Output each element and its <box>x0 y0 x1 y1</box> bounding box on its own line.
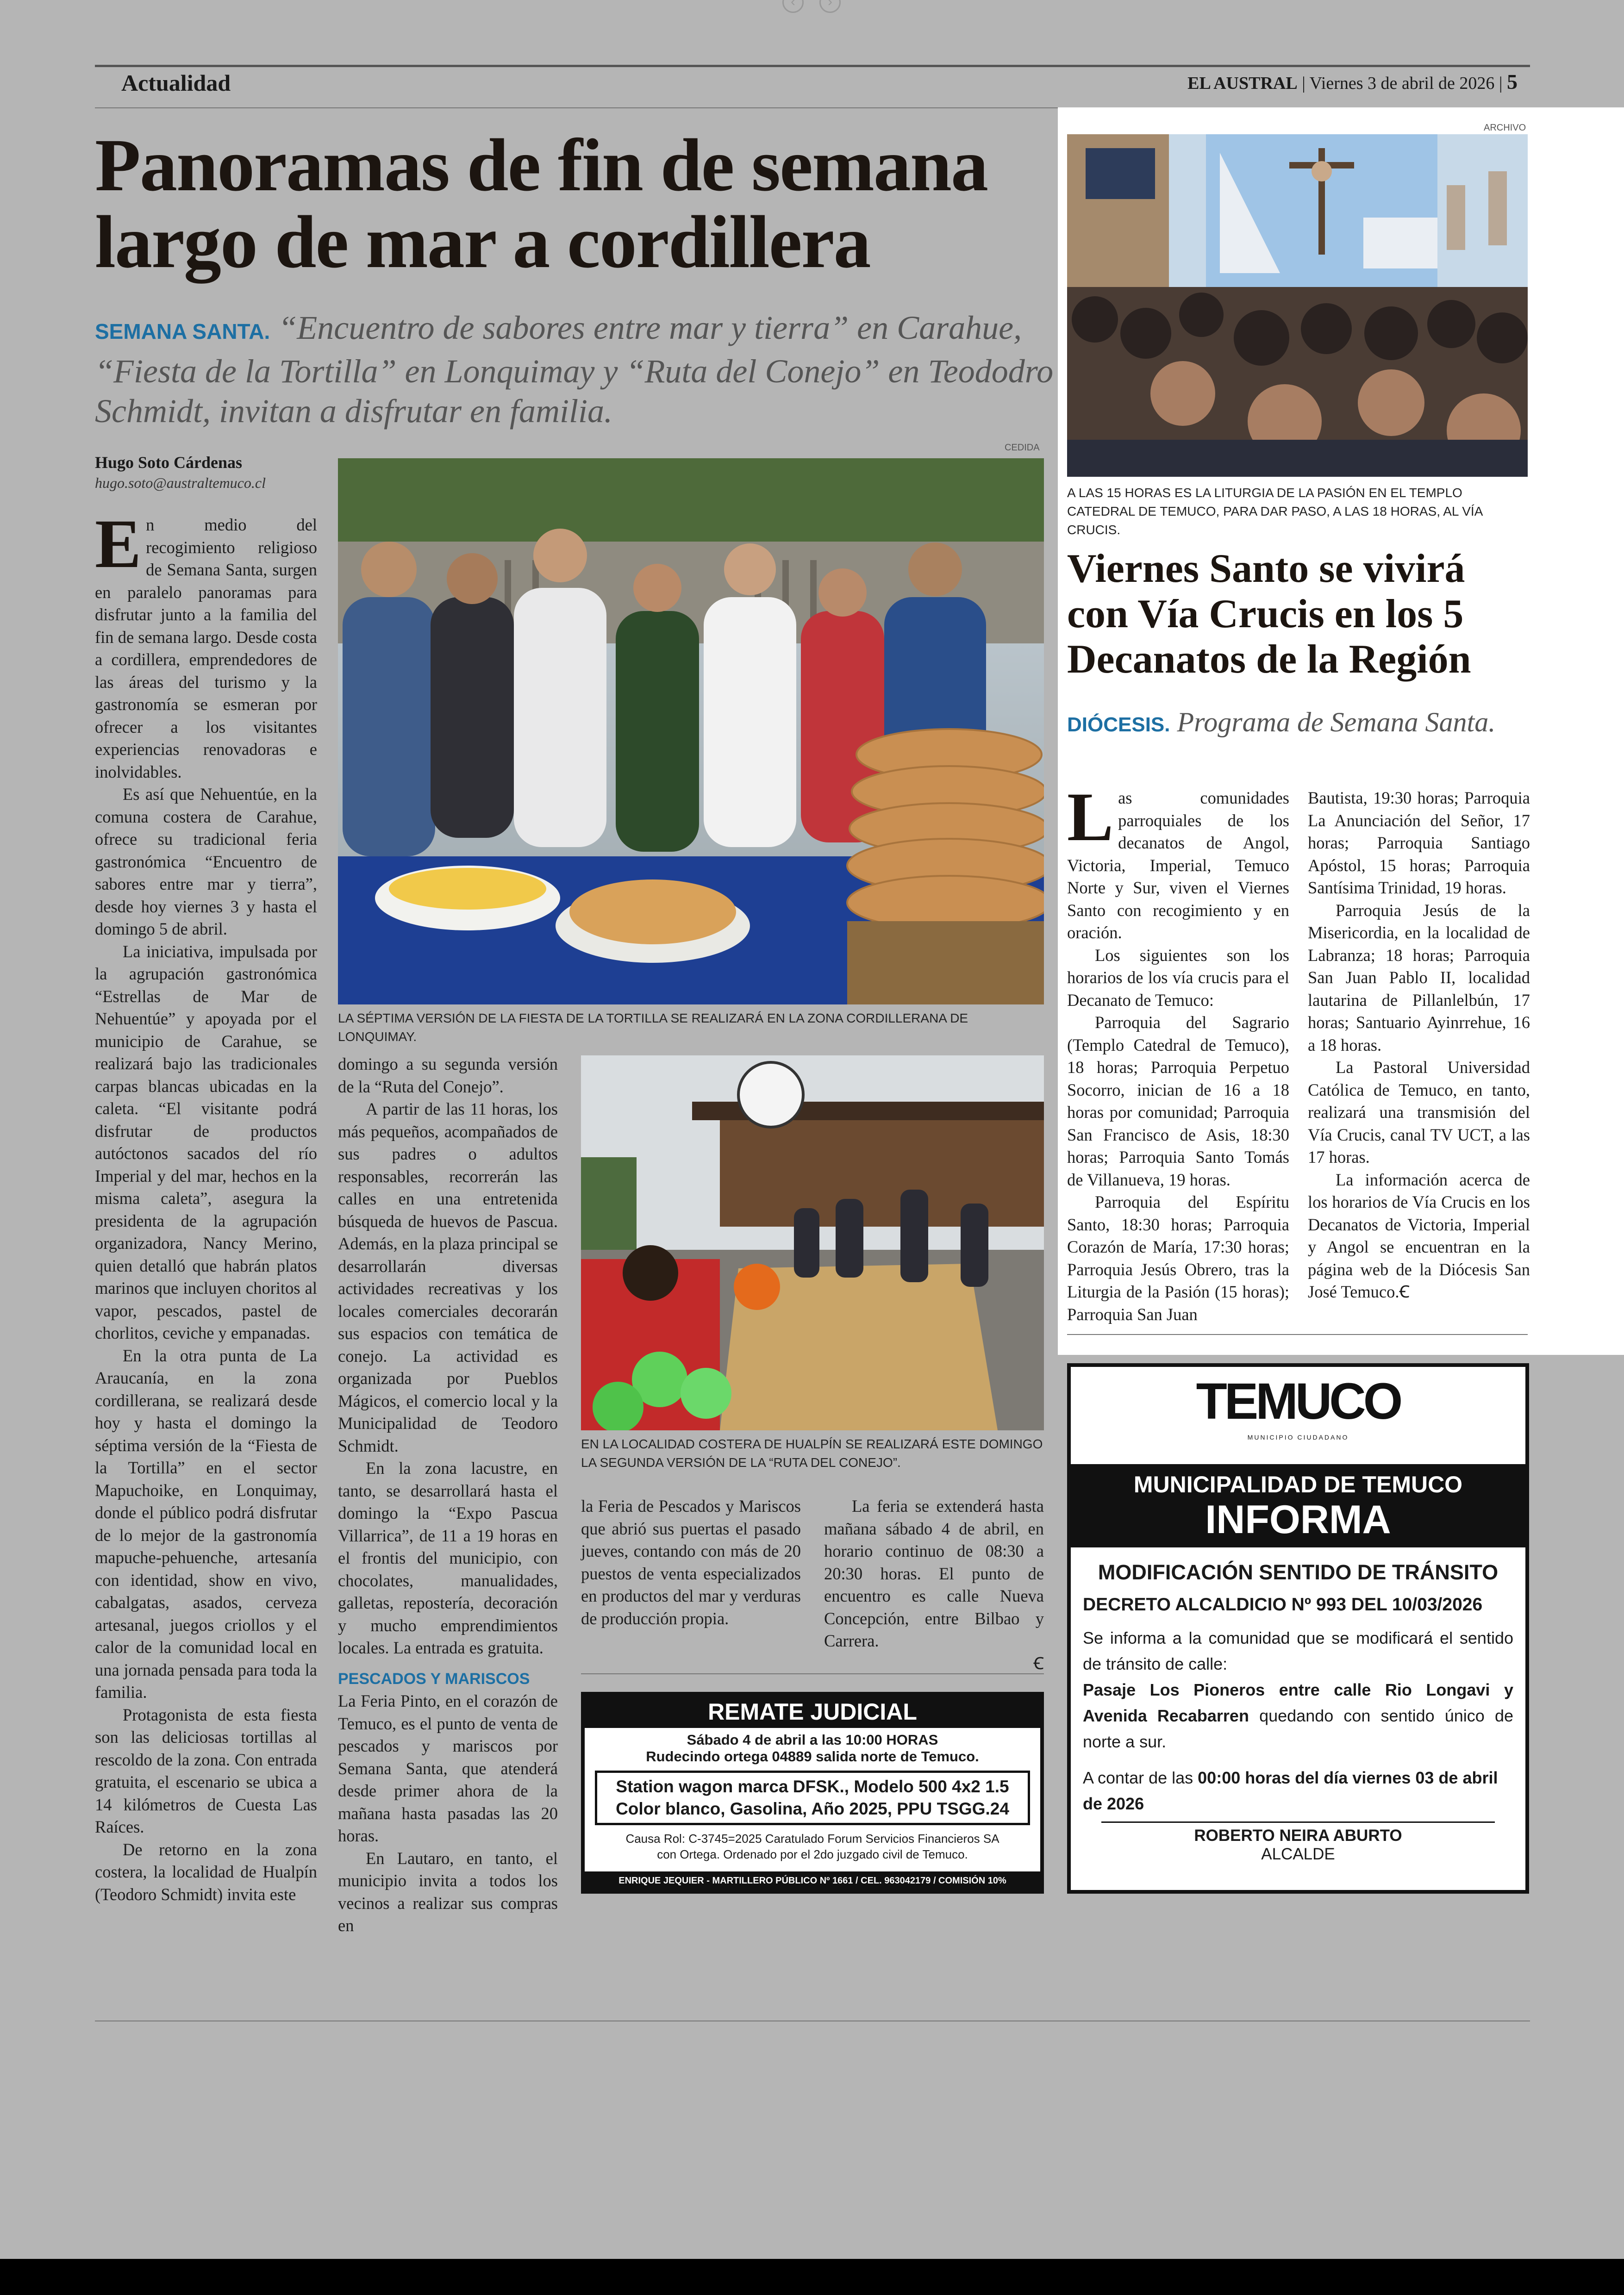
main-paragraph: A partir de las 11 horas, los más pequeños, acompañados de sus padres o adultos responsables, recorrerán las calles en una entretenida búsqueda de huevos de Pascua. Además, en la plaza principal se desarrollarán diversas actividades recreativas y los locales comerciales decorarán sus espacios con temática de conejo. La actividad es organizada por Pueblos Mágicos, el comercio local y la Municipalidad de Teodoro Schmidt. <box>338 1099 558 1455</box>
side-paragraph: Los siguientes son los horarios de los vía crucis para el Decanato de Temuco: <box>1067 945 1289 1010</box>
side-kicker: DIÓCESIS. <box>1067 713 1170 736</box>
main-column-3 <box>581 1495 801 1630</box>
main-column-4 <box>824 1495 1044 1675</box>
header-bottom-rule <box>95 107 1058 108</box>
side-paragraph: as comunidades parroquiales de los decanatos de Angol, Victoria, Imperial, Temuco Norte y Sur, viven el Viernes Santo con recogimiento y en oración. <box>1067 788 1289 942</box>
main-dropcap: E <box>95 505 142 582</box>
ad-street-note: quedando con sentido único de norte a sur. <box>1083 1706 1513 1751</box>
tortilla-festival-photo <box>338 458 1044 1004</box>
subhead: PESCADOS Y MARISCOS <box>338 1670 530 1688</box>
side-deck <box>1067 706 1528 741</box>
chevron-left-icon[interactable]: ‹ <box>782 0 804 13</box>
main-paragraph: Protagonista de esta fiesta son las deliciosas tortillas al rescoldo de la zona. Con entrada gratuita, el escenario se ubica a 14 kilómetros de Cuesta Las Raíces. <box>95 1705 317 1836</box>
ruta-del-conejo-photo <box>581 1055 1044 1430</box>
main-paragraph: En la otra punta de La Araucanía, en la zona cordillerana, se realizará desde hoy y hasta el domingo la séptima versión de la “Fiesta de la Tortilla” en el sector Mapuchoike, en Lonquimay, donde el público podrá disfrutar de lo mejor de la gastronomía mapuche-pehuenche, artesanía con identidad, show en vivo, cabalgatas, asados, cerveza artesanal, juegos criollos y el calor de la comunidad local en una jornada pensada para toda la familia. <box>95 1346 317 1702</box>
side-column-1 <box>1067 779 1289 1326</box>
folio <box>1187 69 1518 94</box>
ad-street: Pasaje Los Pioneros entre calle Rio Longavi y Avenida Recabarren <box>1083 1680 1513 1725</box>
side-paragraph: Parroquia del Espíritu Santo, 18:30 horas; Parroquia Corazón de María, 17:30 horas; Parroquia Jesús Obrero, tras la Liturgia de la Pasión (15 horas); Parroquia San Juan <box>1067 1192 1289 1324</box>
ad-banner <box>1071 1464 1525 1547</box>
viewer-bottom-bar <box>0 2259 1624 2295</box>
side-lead-paragraph <box>1067 779 1289 944</box>
remate-item-line: Station wagon marca DFSK., Modelo 500 4x2 1.5 <box>616 1777 1009 1796</box>
main-headline <box>95 124 1076 284</box>
remate-title: REMATE JUDICIAL <box>585 1696 1040 1728</box>
ad-from-date: 00:00 horas del día viernes 03 de abril de 2026 <box>1083 1768 1498 1813</box>
remate-judicial-ad <box>581 1692 1044 1894</box>
main-paragraph: La feria se extenderá hasta mañana sábado 4 de abril, en horario continuo de 08:30 a 20:30 horas. El punto de encuentro es calle Nueva Concepción, entre Bilbao y Carrera. <box>824 1497 1044 1650</box>
cathedral-photo-art <box>1067 134 1528 477</box>
remate-cause-line: Causa Rol: C-3745=2025 Caratulado Forum Servicios Financieros SA <box>625 1832 999 1846</box>
author-email: hugo.soto@australtemuco.cl <box>95 474 266 491</box>
side-paragraph: Parroquia del Sagrario (Templo Catedral de Temuco), 18 horas; Parroquia Perpetuo Socorro, inician de 16 a 18 horas por comunidad; Parroquia San Francisco de Asis, 18:30 horas; Parroquia Santo Tomás de Villanueva, 19 horas. <box>1067 1013 1289 1189</box>
side-paragraph <box>1308 1169 1530 1303</box>
remate-cause-line: con Ortega. Ordenado por el 2do juzgado civil de Temuco. <box>657 1847 968 1861</box>
photo2-caption: EN LA LOCALIDAD COSTERA DE HUALPÍN SE REALIZARÁ ESTE DOMINGO LA SEGUNDA VERSIÓN DE LA “RUTA DEL CONEJO”. <box>581 1437 1043 1470</box>
section-label: Actualidad <box>121 70 231 96</box>
issue-date: | Viernes 3 de abril de 2026 | <box>1302 74 1503 93</box>
chevron-right-icon[interactable]: › <box>819 0 841 13</box>
side-paragraph-text: La información acerca de los horarios de Vía Crucis en los Decanatos de Victoria, Imperial y Angol se encuentran en la página web de la Diócesis San José Temuco. <box>1308 1170 1530 1301</box>
remate-date: Sábado 4 de abril a las 10:00 HORAS <box>687 1732 938 1748</box>
end-mark-icon: Ꞓ <box>1033 1653 1044 1673</box>
headline-line-2: largo de mar a cordillera <box>95 201 870 284</box>
ad-body <box>1071 1547 1525 1864</box>
side-deck-text: Programa de Semana Santa. <box>1177 707 1496 737</box>
tortilla-festival-photo-art <box>338 458 1044 1004</box>
main-lead-paragraph <box>95 505 317 783</box>
ad-text-1: Se informa a la comunidad que se modificará el sentido de tránsito de calle: <box>1083 1628 1513 1673</box>
ad-signer: ROBERTO NEIRA ABURTO <box>1194 1827 1402 1845</box>
temuco-logo-text: TEMUCO <box>1196 1373 1400 1430</box>
ad-signature <box>1101 1821 1495 1864</box>
remate-footer: ENRIQUE JEQUIER - MARTILLERO PÚBLICO Nº 1661 / CEL. 963042179 / COMISIÓN 10% <box>585 1871 1040 1890</box>
main-deck-text: “Encuentro de sabores entre mar y tierra” en Carahue, “Fiesta de la Tortilla” en Lonquimay y “Ruta del Conejo” en Teododro Schmidt, invitan a disfrutar en familia. <box>95 309 1054 430</box>
remate-item-line: Color blanco, Gasolina, Año 2025, PPU TSGG.24 <box>616 1799 1009 1818</box>
page-number: 5 <box>1507 70 1518 94</box>
ad-text-2 <box>1083 1677 1513 1755</box>
photo1-credit: CEDIDA <box>1005 443 1040 453</box>
paper-name: EL AUSTRAL <box>1187 74 1298 93</box>
cathedral-photo <box>1067 134 1528 477</box>
main-paragraph: Es así que Nehuentúe, en la comuna costera de Carahue, ofrece su tradicional feria gastronómica “Encuentro de sabores entre mar y tierra”, desde hoy viernes 3 y hasta el domingo 5 de abril. <box>95 785 317 938</box>
ad-title: MODIFICACIÓN SENTIDO DE TRÁNSITO <box>1098 1560 1499 1584</box>
side-photo-caption: A LAS 15 HORAS ES LA LITURGIA DE LA PASIÓN EN EL TEMPLO CATEDRAL DE TEMUCO, PARA DAR PASO, A LAS 18 HORAS, AL VÍA CRUCIS. <box>1067 486 1482 537</box>
side-paragraph: La Pastoral Universidad Católica de Temuco, en tanto, realizará una transmisión del Vía Crucis, canal TV UCT, a las 17 horas. <box>1308 1058 1530 1166</box>
ad-org: MUNICIPALIDAD DE TEMUCO <box>1133 1472 1463 1497</box>
main-kicker: SEMANA SANTA. <box>95 319 270 343</box>
main-column-2 <box>338 1053 558 1937</box>
ad-decree: DECRETO ALCALDICIO Nº 993 DEL 10/03/2026 <box>1083 1595 1483 1615</box>
side-paragraph: Bautista, 19:30 horas; Parroquia La Anunciación del Señor, 17 horas; Parroquia Santiago Apóstol, 15 horas; Parroquia Santísima Trinidad, 19 horas. <box>1308 788 1530 897</box>
ad-from <box>1083 1765 1513 1817</box>
column-rule <box>581 1673 1044 1674</box>
main-paragraph: la Feria de Pescados y Mariscos que abrió sus puertas el pasado jueves, contando con más de 20 puestos de venta especializados en productos del mar y verduras de producción propia. <box>581 1497 801 1628</box>
side-dropcap: L <box>1067 779 1114 855</box>
side-bottom-rule <box>1067 1334 1528 1335</box>
main-paragraph: De retorno en la zona costera, la localidad de Hualpín (Teodoro Schmidt) invita este <box>95 1840 317 1904</box>
main-column-1 <box>95 505 317 1906</box>
ad-informa: INFORMA <box>1205 1497 1391 1542</box>
temuco-logo-sub: MUNICIPIO CIUDADANO <box>1247 1434 1349 1441</box>
headline-line-1: Panoramas de fin de semana <box>95 124 987 207</box>
main-deck <box>95 308 1058 431</box>
temuco-logo <box>1071 1367 1525 1464</box>
side-photo-credit: ARCHIVO <box>1484 123 1526 133</box>
author: Hugo Soto Cárdenas <box>95 453 243 472</box>
main-paragraph: En la zona lacustre, en tanto, se desarrollará hasta el domingo la “Expo Pascua Villarrica”, de 11 a 19 horas en el frontis del municipio, con chocolates, manualidades, galletas, repostería, decoración y mucho emprendimientos locales. La entrada es gratuita. <box>338 1459 558 1657</box>
main-paragraph: n medio del recogimiento religioso de Semana Santa, surgen en paralelo panoramas para disfrutar junto a la familia del fin de semana largo. Desde costa a cordillera, emprendedores de las áreas del turismo y la gastronomía se esmeran por ofrecer a los visitantes experiencias renovadoras e inolvidables. <box>95 515 317 781</box>
photo1-caption: LA SÉPTIMA VERSIÓN DE LA FIESTA DE LA TORTILLA SE REALIZARÁ EN LA ZONA CORDILLERANA DE LONQUIMAY. <box>338 1011 968 1044</box>
end-mark-icon: Ꞓ <box>1399 1282 1410 1301</box>
remate-address: Rudecindo ortega 04889 salida norte de Temuco. <box>646 1748 979 1765</box>
municipal-ad <box>1067 1363 1529 1894</box>
main-paragraph: La iniciativa, impulsada por la agrupación gastronómica “Estrellas de Mar de Nehuentúe” y apoyada por el municipio de Carahue, se realizará bajo las tradicionales carpas blancas ubicadas en la caleta. “El visitante podrá disfrutar de productos autóctonos sacados del río Imperial y del mar, hechos en la misma caleta”, asegura la presidenta de la agrupación organizadora, Nancy Merino, quien detalló que habrán platos marinos que incluyen choritos al vapor, pescados, pastel de chorlitos, ceviche y empanadas. <box>95 942 317 1342</box>
ad-signer-title: ALCALDE <box>1261 1845 1335 1863</box>
side-column-2 <box>1308 787 1530 1303</box>
main-paragraph: En Lautaro, en tanto, el municipio invita a todos los vecinos a realizar sus compras en <box>338 1848 558 1935</box>
side-paragraph: Parroquia Jesús de la Misericordia, en la localidad de Labranza; 18 horas; Parroquia San Juan Pablo II, localidad lautarina de Pillanlelbún, 17 horas; Santuario Ayinrrehue, 16 a 18 horas. <box>1308 900 1530 1054</box>
header-top-rule <box>95 65 1530 67</box>
remate-item-box <box>595 1771 1030 1825</box>
main-paragraph: La Feria Pinto, en el corazón de Temuco, es el punto de venta de pescados y mariscos por Semana Santa, que atenderá desde primer ahora de la mañana hasta pasadas las 20 horas. <box>338 1691 558 1845</box>
ad-from-prefix: A contar de las <box>1083 1768 1198 1787</box>
side-headline: Viernes Santo se vivirá con Vía Crucis en los 5 Decanatos de la Región <box>1067 546 1471 682</box>
main-paragraph: domingo a su segunda versión de la “Ruta del Conejo”. <box>338 1054 558 1096</box>
ruta-del-conejo-photo-art <box>581 1055 1044 1430</box>
